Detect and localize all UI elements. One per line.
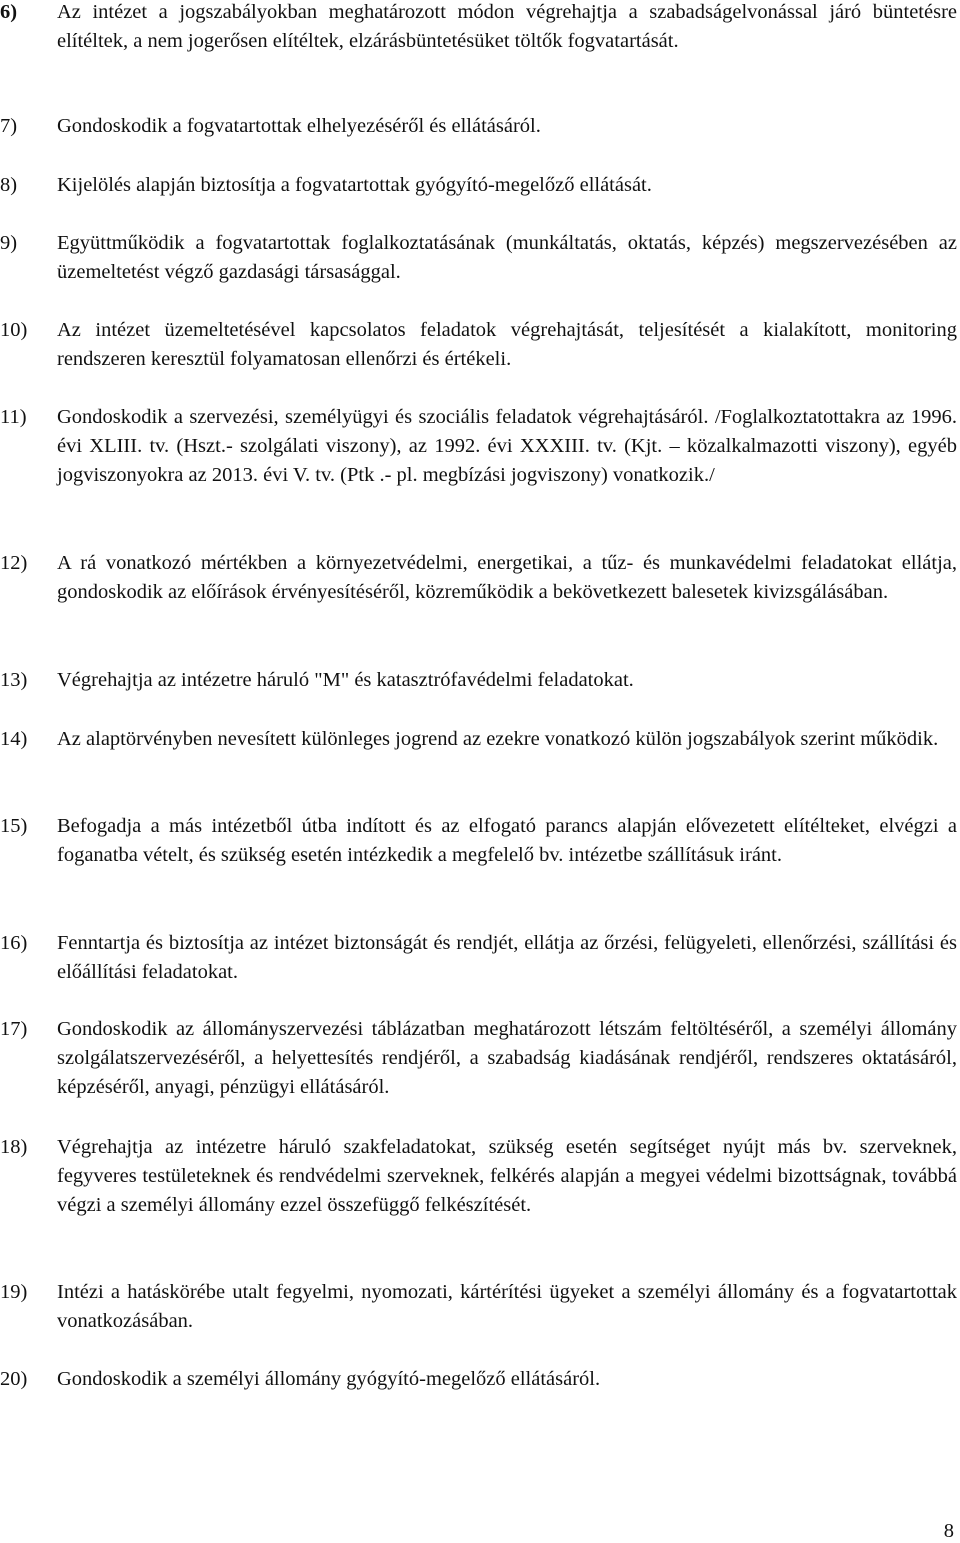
item-text: Az intézet a jogszabályokban meghatározott módon végrehajtja a szabadságelvonással járó büntetésre elítéltek, a nem jogerősen elítéltek, elzárásbüntetésüket töltők fogvatartását.	[57, 1, 957, 52]
item-number: 16)	[0, 932, 28, 954]
list-item-14	[0, 725, 957, 754]
item-text: Együttműködik a fogvatartottak foglalkoztatásának (munkáltatás, oktatás, képzés) megszervezésében az üzemeltetést végző gazdasági társasággal.	[57, 232, 957, 283]
list-item-10	[0, 316, 957, 374]
item-number: 12)	[0, 552, 28, 574]
item-number: 17)	[0, 1018, 28, 1040]
list-item-7	[0, 112, 957, 141]
item-text: Gondoskodik az állományszervezési táblázatban meghatározott létszám feltöltéséről, a személyi állomány szolgálatszervezéséről, a helyettesítés rendjéről, a szabadság kiadásának rendjéről, rendszeres oktatásáról, képzéséről, anyagi, pénzügyi ellátásáról.	[57, 1018, 957, 1098]
item-number: 10)	[0, 319, 28, 341]
item-number: 8)	[0, 174, 18, 196]
list-item-15	[0, 812, 957, 870]
list-item-16	[0, 929, 957, 987]
item-text: Végrehajtja az intézetre háruló "M" és katasztrófavédelmi feladatokat.	[57, 669, 634, 691]
item-number: 14)	[0, 728, 28, 750]
item-text: A rá vonatkozó mértékben a környezetvédelmi, energetikai, a tűz- és munkavédelmi feladatokat ellátja, gondoskodik az előírások érvényesítéséről, közreműködik a bekövetkezett balesetek kivizsgálásában.	[57, 552, 957, 603]
list-item-11	[0, 403, 957, 490]
item-number: 15)	[0, 815, 28, 837]
page-number: 8	[943, 1520, 954, 1542]
item-text: Befogadja a más intézetből útba indított és az elfogató parancs alapján elővezetett elítélteket, elvégzi a foganatba vételt, és szükség esetén intézkedik a megfelelő bv. intézetbe szállításuk iránt.	[57, 815, 957, 866]
item-number: 13)	[0, 669, 28, 691]
item-text: Végrehajtja az intézetre háruló szakfeladatokat, szükség esetén segítséget nyújt más bv. szerveknek, fegyveres testületeknek és rendvédelmi szerveknek, felkérés alapján a megyei védelmi bizottságnak, továbbá végzi a személyi állomány ezzel összefüggő felkészítését.	[57, 1136, 957, 1216]
item-text: Az alaptörvényben nevesített különleges jogrend az ezekre vonatkozó külön jogszabályok szerint működik.	[57, 728, 939, 750]
item-number: 11)	[0, 406, 27, 428]
item-number: 9)	[0, 232, 18, 254]
item-number: 20)	[0, 1368, 28, 1390]
item-text: Gondoskodik a személyi állomány gyógyító-megelőző ellátásáról.	[57, 1368, 601, 1390]
item-number: 6)	[0, 1, 18, 23]
item-text: Az intézet üzemeltetésével kapcsolatos feladatok végrehajtását, teljesítését a kialakított, monitoring rendszeren keresztül folyamatosan ellenőrzi és értékeli.	[57, 319, 957, 370]
item-text: Fenntartja és biztosítja az intézet biztonságát és rendjét, ellátja az őrzési, felügyeleti, ellenőrzési, szállítási és előállítási feladatokat.	[57, 932, 957, 983]
list-item-17	[0, 1015, 957, 1102]
item-number: 7)	[0, 115, 18, 137]
list-item-8	[0, 171, 957, 200]
list-item-19	[0, 1278, 957, 1336]
item-number: 18)	[0, 1136, 28, 1158]
item-text: Gondoskodik a fogvatartottak elhelyezéséről és ellátásáról.	[57, 115, 541, 137]
list-item-9	[0, 229, 957, 287]
item-number: 19)	[0, 1281, 28, 1303]
item-text: Gondoskodik a szervezési, személyügyi és szociális feladatok végrehajtásáról. /Foglalkoztatottakra az 1996. évi XLIII. tv. (Hszt.- szolgálati viszony), az 1992. évi XXXIII. tv. (Kjt. – közalkalmazotti viszony), egyéb jogviszonyokra az 2013. évi V. tv. (Ptk .- pl. megbízási jogviszony) vonatkozik./	[57, 406, 957, 486]
list-item-6	[0, 0, 957, 56]
item-text: Kijelölés alapján biztosítja a fogvatartottak gyógyító-megelőző ellátását.	[57, 174, 652, 196]
item-text: Intézi a hatáskörébe utalt fegyelmi, nyomozati, kártérítési ügyeket a személyi állomány és a fogvatartottak vonatkozásában.	[57, 1281, 957, 1332]
list-item-12	[0, 549, 957, 607]
list-item-13	[0, 666, 957, 695]
list-item-18	[0, 1133, 957, 1220]
list-item-20	[0, 1365, 957, 1394]
